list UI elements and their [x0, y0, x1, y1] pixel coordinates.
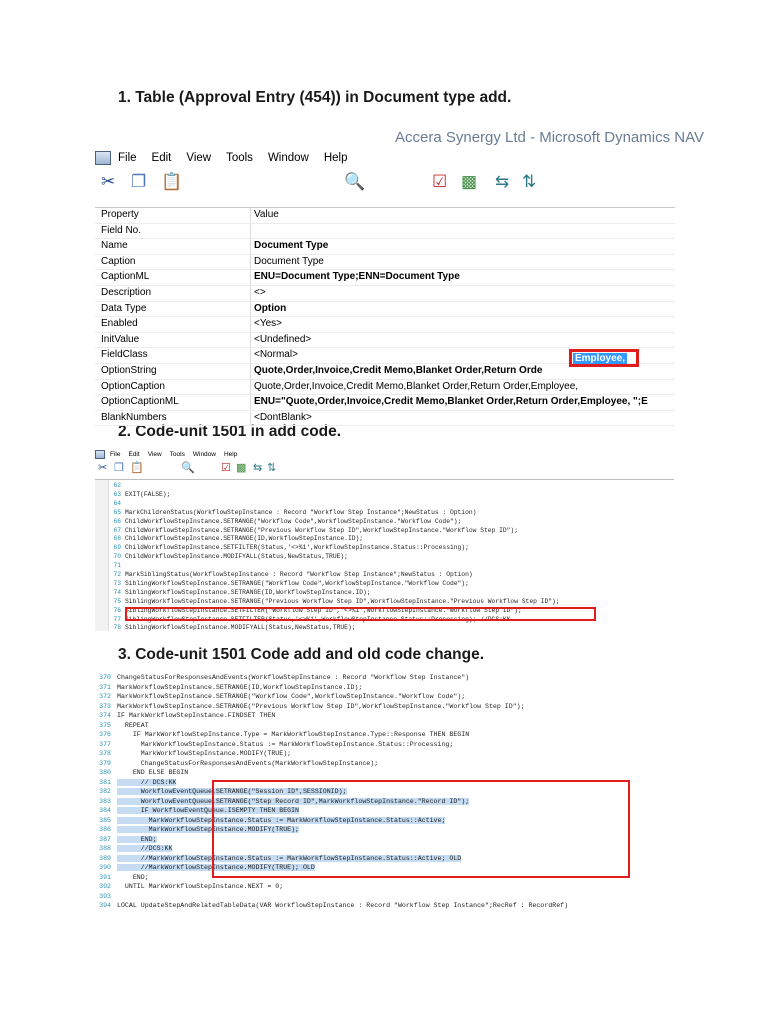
- helper-icon[interactable]: ⇅: [522, 172, 537, 191]
- property-name: Field No.: [101, 224, 142, 236]
- line-number: 371: [99, 683, 111, 691]
- code-line: [95, 527, 518, 536]
- line-number: 62: [113, 482, 121, 489]
- line-number: 389: [99, 854, 111, 862]
- code-text: //MarkWorkflowStepInstance.MODIFY(TRUE); OLD: [117, 864, 315, 871]
- property-name: Name: [101, 240, 128, 252]
- property-grid: [95, 207, 675, 426]
- code-text: IF MarkWorkflowStepInstance.Type = MarkWorkflowStepInstance.Type::Response THEN BEGIN: [117, 731, 470, 738]
- code-line: [95, 692, 465, 702]
- app-icon: [95, 151, 111, 165]
- copy-icon[interactable]: ❐: [114, 462, 124, 474]
- property-name: Caption: [101, 255, 136, 267]
- screenshot-codeunit-1: [95, 449, 674, 630]
- line-number: 386: [99, 826, 111, 833]
- code-line: [95, 562, 125, 571]
- code-text: SiblingWorkflowStepInstance.MODIFYALL(Status,NewStatus,TRUE);: [125, 624, 356, 632]
- code-line: [95, 740, 453, 750]
- property-name: CaptionML: [101, 271, 150, 283]
- code-line: [95, 535, 363, 544]
- code-text: SiblingWorkflowStepInstance.SETRANGE("Workflow Code",WorkflowStepInstance."Workflow Code");: [125, 579, 469, 587]
- code-text: ChangeStatusForResponsesAndEvents(WorkflowStepInstance : Record "Workflow Step Instance"): [117, 674, 470, 681]
- find-icon[interactable]: 🔍: [344, 172, 366, 191]
- copy-icon[interactable]: ❐: [131, 172, 147, 191]
- header-value: Value: [254, 209, 279, 220]
- property-value[interactable]: <DontBlank>: [254, 411, 312, 423]
- line-number: 69: [113, 544, 121, 552]
- code-text: ChildWorkflowStepInstance.SETRANGE(ID,WorkflowStepInstance.ID);: [125, 535, 364, 543]
- property-name: FieldClass: [101, 349, 148, 361]
- property-value[interactable]: ENU="Quote,Order,Invoice,Credit Memo,Blanket Order,Return Order,Employee, ";E: [254, 396, 648, 408]
- property-name: BlankNumbers: [101, 411, 167, 423]
- line-number: 71: [113, 562, 121, 570]
- code-line: [95, 892, 117, 902]
- property-value[interactable]: <>: [254, 286, 266, 298]
- line-number: 388: [99, 845, 111, 852]
- code-line: [95, 589, 371, 598]
- menu-file-2[interactable]: File: [110, 450, 121, 458]
- property-value[interactable]: Quote,Order,Invoice,Credit Memo,Blanket Order,Return Orde: [254, 364, 543, 376]
- code-line: [95, 598, 560, 607]
- code-text: //DCS:KK: [117, 845, 173, 852]
- code-text: SiblingWorkflowStepInstance.SETFILTER("Workflow Step ID",'<>%1',WorkflowStepInstance."Workflow Step ID");: [125, 606, 522, 614]
- code-line: [95, 721, 149, 731]
- code-text: MarkWorkflowStepInstance.MODIFY(TRUE);: [117, 750, 292, 757]
- code-line: [95, 673, 469, 683]
- code-line: [95, 711, 275, 721]
- database-icon[interactable]: ▩: [236, 462, 247, 474]
- property-row[interactable]: [95, 270, 675, 286]
- screenshot-table-properties: [95, 129, 704, 423]
- line-number: 74: [113, 588, 121, 596]
- code-text: ChildWorkflowStepInstance.SETRANGE("Previous Workflow Step ID",WorkflowStepInstance."Workflow Step ID");: [125, 526, 518, 534]
- line-number: 73: [113, 579, 121, 587]
- property-row[interactable]: [95, 239, 675, 255]
- line-number: 393: [99, 892, 111, 900]
- toggle-icon[interactable]: ⇆: [495, 172, 510, 191]
- menu-window[interactable]: Window: [267, 152, 309, 164]
- code-line: [95, 749, 291, 759]
- line-number: 66: [113, 517, 121, 525]
- line-number: 378: [99, 750, 111, 757]
- code-line: [95, 491, 170, 500]
- menu-window-2[interactable]: Window: [192, 450, 216, 458]
- line-number: 76: [113, 606, 121, 614]
- check-icon[interactable]: ☑: [432, 172, 448, 191]
- code-text: LOCAL UpdateStepAndRelatedTableData(VAR WorkflowStepInstance : Record "Workflow Step Instance";RecRef : RecordRef): [117, 902, 569, 909]
- code-text: MarkChildrenStatus(WorkflowStepInstance : Record "Workflow Step Instance";NewStatus : Option): [125, 508, 477, 516]
- code-text: END;: [117, 835, 157, 843]
- line-number: 375: [99, 721, 111, 729]
- property-value[interactable]: Document Type: [254, 240, 329, 252]
- line-number: 391: [99, 873, 111, 881]
- line-number: 384: [99, 807, 111, 814]
- code-text: ChildWorkflowStepInstance.SETRANGE("Workflow Code",WorkflowStepInstance."Workflow Code");: [125, 517, 462, 525]
- code-text: ChangeStatusForResponsesAndEvents(MarkWorkflowStepInstance);: [117, 759, 379, 767]
- code-line: [95, 901, 568, 911]
- code-text: IF WorkflowEventQueue.ISEMPTY THEN BEGIN: [117, 807, 300, 814]
- menu-edit[interactable]: Edit: [151, 152, 172, 164]
- code-text: MarkWorkflowStepInstance.SETRANGE("Workflow Code",WorkflowStepInstance."Workflow Code");: [117, 693, 466, 700]
- property-name: OptionString: [101, 364, 157, 376]
- code-line: [95, 882, 283, 892]
- code-line: [95, 544, 469, 553]
- code-text: IF MarkWorkflowStepInstance.FINDSET THEN: [117, 712, 276, 719]
- menu-view-2[interactable]: View: [147, 450, 162, 458]
- code-text: MarkWorkflowStepInstance.Status := MarkWorkflowStepInstance.Status::Active;: [117, 816, 446, 824]
- property-name: InitValue: [101, 333, 140, 345]
- menu-edit-2[interactable]: Edit: [128, 450, 140, 458]
- line-number: 377: [99, 740, 111, 748]
- code-line: [95, 768, 188, 778]
- app-icon-2: [95, 450, 105, 459]
- line-number: 373: [99, 702, 111, 710]
- line-number: 75: [113, 597, 121, 605]
- code-text: SiblingWorkflowStepInstance.SETRANGE("Previous Workflow Step ID",WorkflowStepInstance."Previous Workflow Step ID");: [125, 597, 560, 605]
- line-number: 78: [113, 624, 121, 632]
- property-value[interactable]: <Yes>: [254, 318, 282, 330]
- line-number: 394: [99, 902, 111, 909]
- code-text: MarkWorkflowStepInstance.SETRANGE(ID,WorkflowStepInstance.ID);: [117, 683, 363, 691]
- code-text: ChildWorkflowStepInstance.SETFILTER(Status,'<>%1',WorkflowStepInstance.Status::Processing);: [125, 544, 469, 552]
- find-icon[interactable]: 🔍: [181, 462, 195, 474]
- code-line: [95, 553, 348, 562]
- menu-view[interactable]: View: [186, 152, 212, 164]
- section-heading-2: 2. Code-unit 1501 in add code.: [118, 423, 342, 440]
- line-number: 70: [113, 553, 121, 561]
- line-number: 382: [99, 788, 111, 795]
- line-number: 392: [99, 883, 111, 890]
- line-number: 383: [99, 797, 111, 805]
- property-row[interactable]: [95, 380, 675, 396]
- code-text: EXIT(FALSE);: [125, 490, 171, 498]
- code-text: MarkWorkflowStepInstance.Status := MarkWorkflowStepInstance.Status::Processing;: [117, 740, 454, 748]
- line-number: 387: [99, 835, 111, 843]
- menu-help-2[interactable]: Help: [223, 450, 238, 458]
- property-row[interactable]: [95, 302, 675, 318]
- code-line: [95, 730, 469, 740]
- helper-icon[interactable]: ⇅: [267, 462, 277, 474]
- property-row[interactable]: [95, 395, 675, 411]
- highlight-box-2: [125, 607, 596, 621]
- line-number: 372: [99, 693, 111, 700]
- property-row[interactable]: [95, 255, 675, 271]
- code-line: [95, 624, 356, 633]
- property-value[interactable]: <Normal>: [254, 349, 298, 361]
- toggle-icon[interactable]: ⇆: [253, 462, 263, 474]
- code-text: UNTIL MarkWorkflowStepInstance.NEXT = 0;: [117, 883, 284, 890]
- cut-icon[interactable]: ✂: [101, 172, 116, 191]
- property-row[interactable]: [95, 333, 675, 349]
- code-text: END;: [117, 873, 149, 881]
- property-row[interactable]: [95, 317, 675, 333]
- code-text: WorkflowEventQueue.SETRANGE("Step Record ID",MarkWorkflowStepInstance."Record ID");: [117, 797, 470, 805]
- property-value[interactable]: ENU=Document Type;ENN=Document Type: [254, 271, 460, 283]
- paste-icon[interactable]: 📋: [161, 172, 183, 191]
- line-number: 381: [99, 778, 111, 786]
- code-text: MarkWorkflowStepInstance.MODIFY(TRUE);: [117, 826, 300, 833]
- code-line: [95, 518, 461, 527]
- line-number: 63: [113, 490, 121, 498]
- code-line: [95, 835, 157, 845]
- line-number: 374: [99, 712, 111, 719]
- code-text: //MarkWorkflowStepInstance.Status := MarkWorkflowStepInstance.Status::Active; OLD: [117, 854, 462, 862]
- toolbar: [95, 170, 675, 196]
- code-line: [95, 509, 476, 518]
- line-number: 385: [99, 816, 111, 824]
- line-number: 370: [99, 674, 111, 681]
- header-property: Property: [101, 209, 139, 220]
- code-text: SiblingWorkflowStepInstance.SETRANGE(ID,WorkflowStepInstance.ID);: [125, 588, 371, 596]
- line-number: 380: [99, 769, 111, 776]
- property-grid-header: [95, 208, 675, 224]
- code-line: [95, 482, 125, 491]
- property-row[interactable]: [95, 224, 675, 240]
- line-number: 376: [99, 731, 111, 738]
- check-icon[interactable]: ☑: [221, 462, 231, 474]
- code-line: [95, 873, 149, 883]
- screenshot-codeunit-2[interactable]: [95, 670, 695, 920]
- database-icon[interactable]: ▩: [461, 172, 478, 191]
- highlight-box-3: [212, 780, 630, 878]
- code-line: [95, 844, 172, 854]
- line-number: 67: [113, 526, 121, 534]
- property-name: Description: [101, 286, 152, 298]
- toolbar-2: [95, 460, 674, 476]
- code-text: SiblingWorkflowStepInstance.SETFILTER(Status,'<>%1',WorkflowStepInstance.Status::Processing); //DCS:KK: [125, 615, 511, 623]
- property-name: Enabled: [101, 318, 138, 330]
- paste-icon[interactable]: 📋: [130, 462, 144, 474]
- section-heading-3: 3. Code-unit 1501 Code add and old code change.: [118, 646, 485, 663]
- menu-help[interactable]: Help: [323, 152, 348, 164]
- line-number: 64: [113, 499, 121, 507]
- code-line: [95, 500, 125, 509]
- property-row[interactable]: [95, 411, 675, 427]
- cut-icon[interactable]: ✂: [98, 462, 108, 474]
- code-text: MarkSiblingStatus(WorkflowStepInstance : Record "Workflow Step Instance";NewStatus : Option): [125, 571, 473, 578]
- code-line: [95, 759, 378, 769]
- code-line: [95, 571, 473, 580]
- window-title-fragment: Accera Synergy Ltd - Microsoft Dynamics NAV: [395, 129, 704, 146]
- code-text: // DCS:KK: [117, 778, 177, 786]
- menu-bar-2: [95, 449, 245, 459]
- property-row[interactable]: [95, 286, 675, 302]
- code-text: ChildWorkflowStepInstance.MODIFYALL(Status,NewStatus,TRUE);: [125, 553, 348, 561]
- property-name: OptionCaptionML: [101, 396, 179, 408]
- code-line: [95, 683, 362, 693]
- property-value[interactable]: <Undefined>: [254, 333, 312, 345]
- section-heading-1: 1. Table (Approval Entry (454)) in Document type add.: [118, 89, 512, 106]
- property-value[interactable]: Option: [254, 302, 287, 314]
- code-line: [95, 580, 469, 589]
- code-text: WorkflowEventQueue.SETRANGE("Session ID",SESSIONID);: [117, 788, 347, 795]
- line-number: 68: [113, 535, 121, 543]
- selected-text: Employee,: [575, 353, 626, 364]
- property-value[interactable]: Document Type: [254, 255, 324, 267]
- line-number: 390: [99, 864, 111, 871]
- code-line: [95, 778, 176, 788]
- menu-tools[interactable]: Tools: [226, 152, 253, 164]
- code-text: REPEAT: [117, 721, 149, 729]
- code-line: [95, 702, 525, 712]
- code-text: MarkWorkflowStepInstance.SETRANGE("Previous Workflow Step ID",WorkflowStepInstance."Workflow Step ID");: [117, 702, 525, 710]
- line-number: 72: [113, 571, 121, 578]
- menu-bar: [95, 149, 363, 167]
- line-number: 65: [113, 508, 121, 516]
- property-value[interactable]: Quote,Order,Invoice,Credit Memo,Blanket Order,Return Order,Employee,: [254, 380, 579, 392]
- line-number: 77: [113, 615, 121, 623]
- menu-file[interactable]: File: [118, 152, 137, 164]
- menu-tools-2[interactable]: Tools: [169, 450, 185, 458]
- property-name: OptionCaption: [101, 380, 165, 392]
- line-number: 379: [99, 759, 111, 767]
- property-name: Data Type: [101, 302, 147, 314]
- code-text: END ELSE BEGIN: [117, 769, 189, 776]
